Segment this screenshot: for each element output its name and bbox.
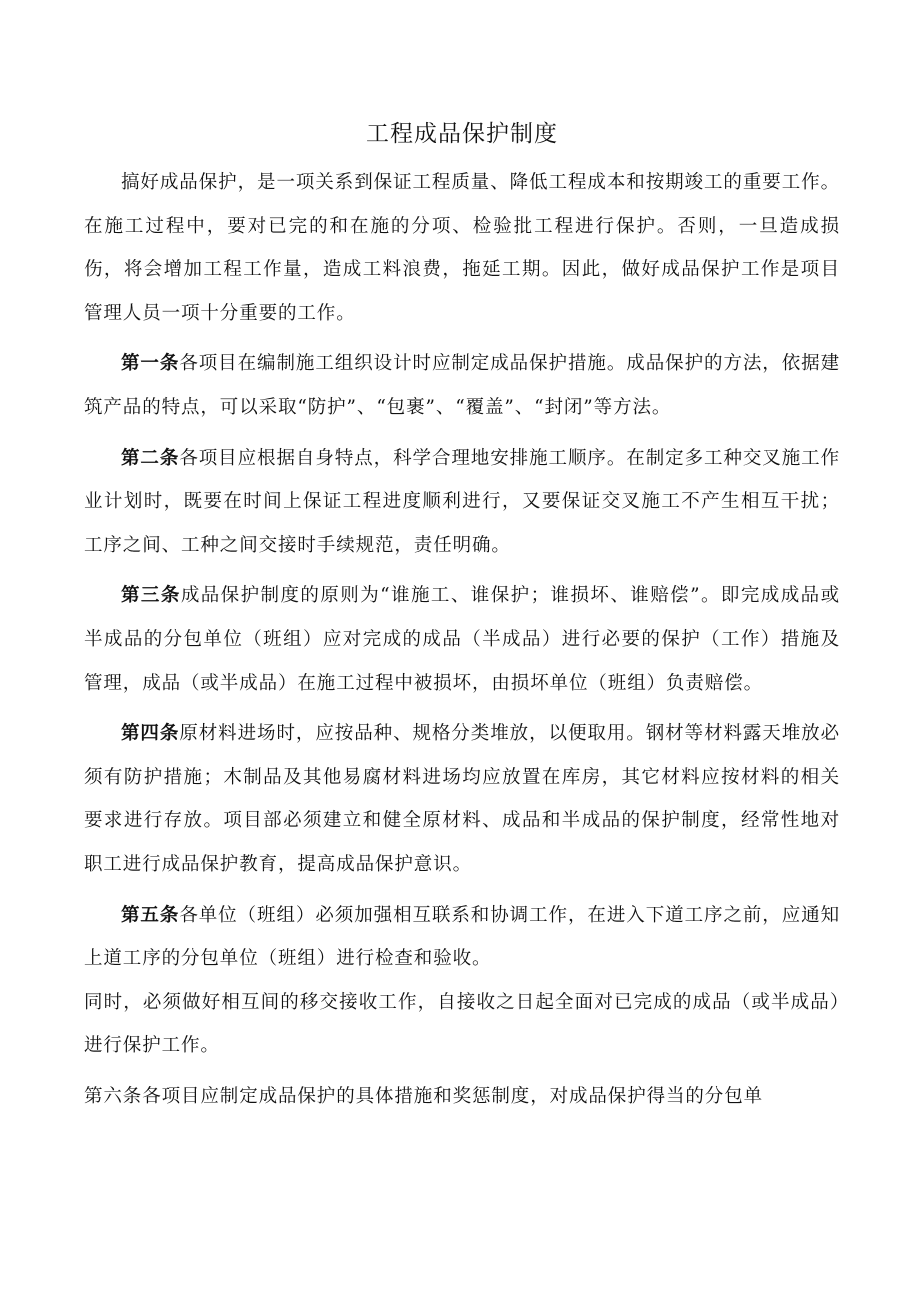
article-6-paragraph: 第六条各项目应制定成品保护的具体措施和奖惩制度，对成品保护得当的分包单 [84,1085,764,1107]
article-4-label: 第四条 [121,723,180,745]
article-3-text: 成品保护制度的原则为“谁施工、谁保护；谁损坏、谁赔偿”。即完成成品或半成品的分包单位（班组）应对完成的成品（半成品）进行必要的保护（工作）措施及管理，成品（或半成品）在施工过程中被损坏，由损坏单位（班组）负责赔偿。 [84,585,840,694]
article-1-text: 各项目在编制施工组织设计时应制定成品保护措施。成品保护的方法，依据建筑产品的特点，可以采取“防护”、“包裹”、“覆盖”、“封闭”等方法。 [84,353,841,418]
article-4-paragraph [84,712,840,886]
article-2-label: 第二条 [121,447,180,469]
article-2-paragraph [84,437,840,568]
intro-paragraph: 搞好成品保护，是一项关系到保证工程质量、降低工程成本和按期竣工的重要工作。在施工过程中，要对已完的和在施的分项、检验批工程进行保护。否则，一旦造成损伤，将会增加工程工作量，造成工料浪费，拖延工期。因此，做好成品保护工作是项目管理人员一项十分重要的工作。 [84,172,840,324]
article-4-text: 原材料进场时，应按品种、规格分类堆放，以便取用。钢材等材料露天堆放必须有防护措施；木制品及其他易腐材料进场均应放置在库房，其它材料应按材料的相关要求进行存放。项目部必须建立和健全原材料、成品和半成品的保护制度，经常性地对职工进行成品保护教育，提高成品保护意识。 [84,723,841,875]
article-1-paragraph [84,342,840,429]
continuation-paragraph: 同时，必须做好相互间的移交接收工作，自接收之日起全面对已完成的成品（或半成品）进行保护工作。 [84,991,840,1057]
article-2-text: 各项目应根据自身特点，科学合理地安排施工顺序。在制定多工种交叉施工作业计划时，既要在时间上保证工程进度顺利进行，又要保证交叉施工不产生相互干扰；工序之间、工种之间交接时手续规范，责任明确。 [84,447,841,556]
document-title: 工程成品保护制度 [366,121,558,147]
article-5-text: 各单位（班组）必须加强相互联系和协调工作，在进入下道工序之前，应通知上道工序的分包单位（班组）进行检查和验收。 [84,904,841,970]
article-5-label: 第五条 [121,904,180,926]
article-3-label: 第三条 [121,585,181,607]
article-3-paragraph [84,574,840,705]
article-1-label: 第一条 [121,353,180,375]
article-5-paragraph [84,894,840,981]
